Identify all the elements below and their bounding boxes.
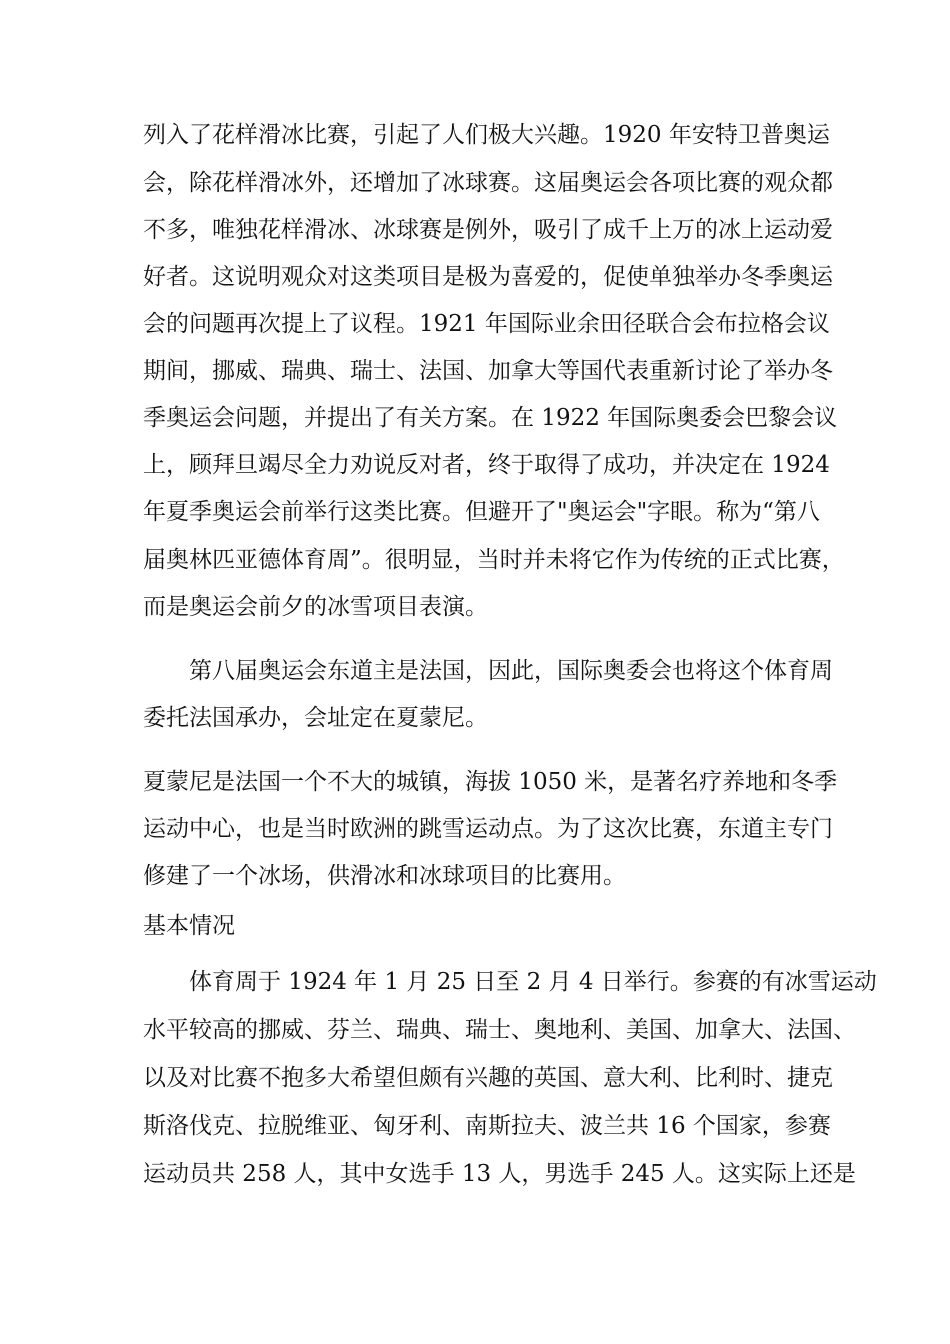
text-line: 不多，唯独花样滑冰、冰球赛是例外，吸引了成千上万的冰上运动爱 [143,217,833,243]
text-line: 夏蒙尼是法国一个不大的城镇，海拔 1050 米，是著名疗养地和冬季 [143,769,838,795]
text-line: 上，顾拜旦竭尽全力劝说反对者，终于取得了成功，并决定在 1924 [143,452,830,478]
text-line: 水平较高的挪威、芬兰、瑞典、瑞士、奥地利、美国、加拿大、法国、 [143,1017,856,1043]
text-line: 会，除花样滑冰外，还增加了冰球赛。这届奥运会各项比赛的观众都 [143,170,833,196]
text-line: 运动员共 258 人，其中女选手 13 人，男选手 245 人。这实际上还是 [143,1161,856,1187]
text-line: 年夏季奥运会前举行这类比赛。但避开了"奥运会"字眼。称为“第八 [143,499,820,525]
section-heading: 基本情况 [143,913,235,939]
text-line: 而是奥运会前夕的冰雪项目表演。 [143,594,488,620]
text-line: 会的问题再次提上了议程。1921 年国际业余田径联合会布拉格会议 [143,311,830,337]
text-line: 运动中心，也是当时欧洲的跳雪运动点。为了这次比赛，东道主专门 [143,816,833,842]
text-line: 以及对比赛不抱多大希望但颇有兴趣的英国、意大利、比利时、捷克 [143,1065,833,1091]
text-line: 第八届奥运会东道主是法国，因此，国际奥委会也将这个体育周 [189,658,833,684]
text-line: 季奥运会问题，并提出了有关方案。在 1922 年国际奥委会巴黎会议 [143,405,838,431]
text-line: 列入了花样滑冰比赛，引起了人们极大兴趣。1920 年安特卫普奥运 [143,122,830,148]
text-line: 期间，挪威、瑞典、瑞士、法国、加拿大等国代表重新讨论了举办冬 [143,358,833,384]
text-line: 好者。这说明观众对这类项目是极为喜爱的，促使单独举办冬季奥运 [143,264,833,290]
text-line: 斯洛伐克、拉脱维亚、匈牙利、南斯拉夫、波兰共 16 个国家，参赛 [143,1113,831,1139]
text-line: 委托法国承办，会址定在夏蒙尼。 [143,705,488,731]
text-line: 届奥林匹亚德体育周”。很明显，当时并未将它作为传统的正式比赛， [143,547,845,573]
text-line: 体育周于 1924 年 1 月 25 日至 2 月 4 日举行。参赛的有冰雪运动 [189,969,877,995]
text-line: 修建了一个冰场，供滑冰和冰球项目的比赛用。 [143,863,626,889]
